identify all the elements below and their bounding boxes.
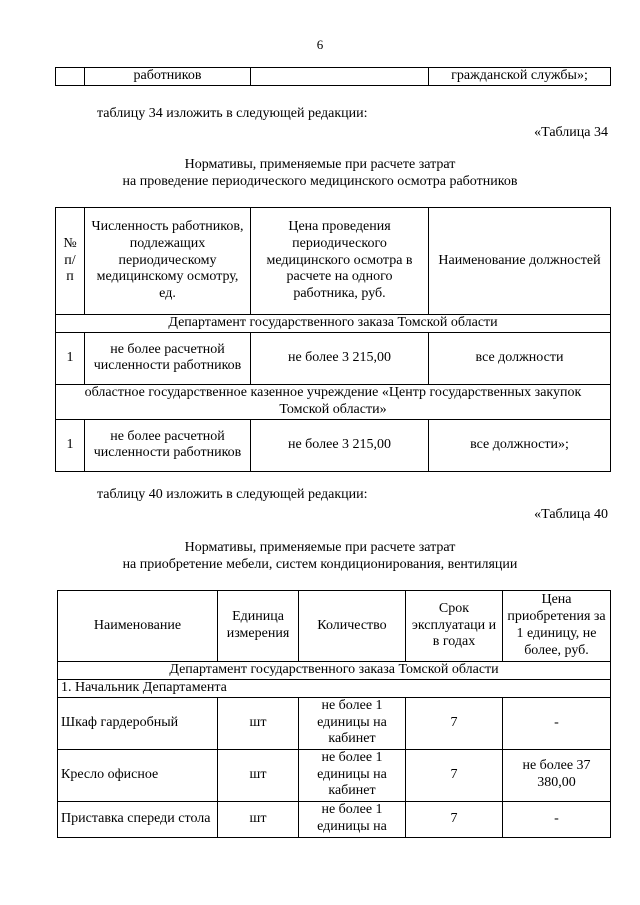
page-number: 6 bbox=[316, 37, 324, 52]
row1-number: 1 bbox=[56, 332, 85, 384]
header-number: № п/ п bbox=[56, 208, 85, 315]
row-name: Кресло офисное bbox=[58, 749, 218, 801]
header-unit: Единица измерения bbox=[218, 591, 299, 662]
table-row bbox=[58, 801, 611, 837]
table-34 bbox=[55, 207, 611, 472]
row-price: - bbox=[503, 801, 611, 837]
header-quantity: Количество bbox=[299, 591, 406, 662]
header-worker-count: Численность работников, подлежащих периодическому медицинскому осмотру, ед. bbox=[85, 208, 251, 315]
row2-price: не более 3 215,00 bbox=[251, 419, 429, 471]
row-quantity: не более 1 единицы на кабинет bbox=[299, 697, 406, 749]
header-positions: Наименование должностей bbox=[429, 208, 611, 315]
row1-count: не более расчетной численности работников bbox=[85, 332, 251, 384]
row-unit: шт bbox=[218, 749, 299, 801]
fragment-cell-empty bbox=[56, 68, 85, 86]
table34-label: «Таблица 34 bbox=[534, 125, 608, 140]
row1-positions: все должности bbox=[429, 332, 611, 384]
table40-intro: таблицу 40 изложить в следующей редакции: bbox=[97, 487, 368, 502]
table40-title-line2: на приобретение мебели, систем кондиционирования, вентиляции bbox=[122, 557, 518, 572]
group-department: Департамент государственного заказа Томской области bbox=[58, 662, 611, 680]
header-service-life: Срок эксплуатаци и в годах bbox=[406, 591, 503, 662]
header-name: Наименование bbox=[58, 591, 218, 662]
row-name: Приставка спереди стола bbox=[58, 801, 218, 837]
group-procurement-center: областное государственное казенное учреждение «Центр государственных закупок Томской области» bbox=[56, 384, 611, 419]
table34-title-line2: на проведение периодического медицинского осмотра работников bbox=[122, 174, 518, 189]
header-exam-price: Цена проведения периодического медицинского осмотра в расчете на одного работника, руб. bbox=[251, 208, 429, 315]
row-unit: шт bbox=[218, 801, 299, 837]
fragment-cell-empty-2 bbox=[251, 68, 429, 86]
table40-label: «Таблица 40 bbox=[534, 507, 608, 522]
group-department: Департамент государственного заказа Томской области bbox=[56, 315, 611, 333]
table-row bbox=[58, 697, 611, 749]
previous-table-fragment bbox=[55, 67, 611, 86]
fragment-cell-civil-service: гражданской службы»; bbox=[429, 68, 611, 86]
table-40 bbox=[57, 590, 611, 838]
row2-count: не более расчетной численности работников bbox=[85, 419, 251, 471]
header-price: Цена приобретения за 1 единицу, не более, руб. bbox=[503, 591, 611, 662]
table-row bbox=[58, 749, 611, 801]
fragment-cell-workers: работников bbox=[85, 68, 251, 86]
row-service-life: 7 bbox=[406, 697, 503, 749]
row-unit: шт bbox=[218, 697, 299, 749]
row-price: не более 37 380,00 bbox=[503, 749, 611, 801]
row2-number: 1 bbox=[56, 419, 85, 471]
table40-title-line1: Нормативы, применяемые при расчете затрат bbox=[184, 540, 456, 555]
table34-title-line1: Нормативы, применяемые при расчете затрат bbox=[184, 157, 456, 172]
row-name: Шкаф гардеробный bbox=[58, 697, 218, 749]
row-price: - bbox=[503, 697, 611, 749]
subgroup-head-of-department: 1. Начальник Департамента bbox=[58, 679, 611, 697]
row-service-life: 7 bbox=[406, 749, 503, 801]
row2-positions: все должности»; bbox=[429, 419, 611, 471]
row-quantity: не более 1 единицы на bbox=[299, 801, 406, 837]
row1-price: не более 3 215,00 bbox=[251, 332, 429, 384]
row-service-life: 7 bbox=[406, 801, 503, 837]
table34-intro: таблицу 34 изложить в следующей редакции: bbox=[97, 106, 368, 121]
row-quantity: не более 1 единицы на кабинет bbox=[299, 749, 406, 801]
